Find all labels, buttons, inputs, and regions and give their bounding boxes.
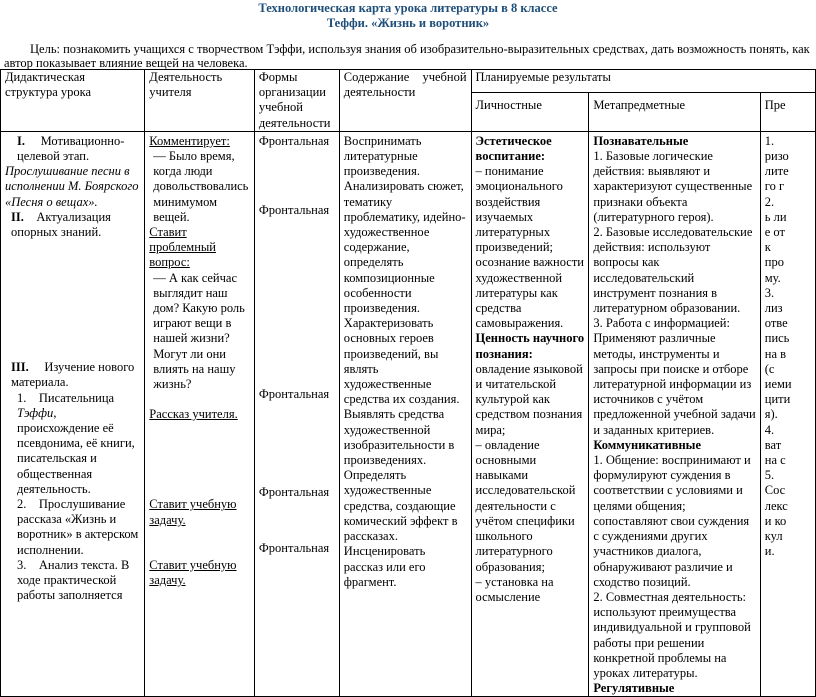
- subject-fragment: лекс: [764, 498, 788, 513]
- header-meta: Метапредметные: [589, 93, 760, 131]
- stage-3: III. Изучение нового материала.: [11, 360, 135, 390]
- stage-3-3: 3. Анализ текста. В ходе практической работы заполняется: [17, 557, 130, 603]
- meta-information: 3. Работа с информацией: Применяют различные методы, инструменты и запросы при поиске и отборе литературной информации из источников с учётом предложенной учебной задачи и заданных критериев.: [593, 316, 756, 437]
- teacher-cell: [145, 131, 255, 697]
- subject-fragment: я).: [764, 407, 778, 422]
- personal-aesthetic-heading: Эстетическое воспитание:: [475, 133, 552, 164]
- header-personal: Личностные: [471, 93, 589, 131]
- subject-fragment: на в: [764, 346, 787, 361]
- document-title: Технологическая карта урока литературы в 8 классе: [258, 1, 558, 15]
- teacher-story: Рассказ учителя.: [149, 407, 238, 422]
- subject-fragment: на с: [764, 453, 786, 468]
- form-3: Фронтальная: [258, 386, 330, 401]
- subject-fragment: и.: [764, 544, 775, 559]
- subject-fragment: и ко: [764, 513, 787, 528]
- header-teacher: Деятельность учителя: [145, 70, 255, 132]
- teacher-task-1: Ставит учебную задачу.: [149, 497, 237, 527]
- form-1: Фронтальная: [258, 133, 330, 148]
- personal-aesthetic-text: – понимание эмоционального воздействия изучаемых литературных произведений; осознание важности художественной литературы как средства самовыражения.: [475, 164, 584, 331]
- subject-fragment: му.: [764, 270, 781, 285]
- teacher-problem-question: ― А как сейчас выглядит наш дом? Какую роль играют вещи в нашей жизни? Могут ли они влиять на нашу жизнь?: [153, 270, 245, 392]
- subject-fragment: пись: [764, 331, 790, 346]
- meta-logic: 1. Базовые логические действия: выявляют и характеризуют существенные признаки объекта (литературного героя).: [593, 149, 753, 224]
- goal-line-2: автор показывает влияние вещей на человека.: [4, 56, 248, 70]
- header-results: Планируемые результаты: [471, 70, 815, 93]
- subject-fragment: лиз: [764, 301, 783, 316]
- meta-cognitive-heading: Познавательные: [593, 133, 689, 148]
- subject-fragment: цити: [764, 392, 791, 407]
- teacher-comment: ― Было время, когда люди довольствовались минимумом вещей.: [153, 149, 249, 224]
- subject-fragment: (с: [764, 361, 775, 376]
- stage-3-1: 1. Писательница Тэффи, происхождение её псевдонима, её книги, писательская и общественная деятельность.: [17, 390, 135, 496]
- header-forms: Формы организации учебной деятельности: [254, 70, 339, 132]
- subject-fragment: лите: [764, 164, 789, 179]
- meta-communication: 1. Общение: воспринимают и формулируют суждения в соответствии с условиями и целями общения; сопоставляют свои суждения с суждениями других участников диалога, обнаруживают различие и сходство позиций.: [593, 453, 751, 589]
- header-structure: Дидактическая структура урока: [1, 70, 145, 132]
- forms-cell: [254, 131, 339, 697]
- lesson-map-table: [0, 69, 816, 697]
- personal-science-text: овладение языковой и читательской культурой как средством познания мира;: [475, 361, 583, 437]
- meta-cell: [589, 131, 760, 697]
- subject-cell: [760, 131, 815, 697]
- content-text: Воспринимать литературные произведения. Анализировать сюжет, тематику проблематику, идейно-художественное содержание, определять композиционные особенности произведения. Характеризовать основных героев произведений, вы являть художественные средства их создания. Выявлять средства художественной изобразительности в произведениях. Определять художественные средства, создающие комический эффект в рассказах. Инсценировать рассказ или его фрагмент.: [343, 133, 466, 589]
- personal-cell: [471, 131, 589, 697]
- personal-reflection-text: – установка на осмысление: [475, 574, 554, 604]
- subject-fragment: 3.: [764, 285, 775, 300]
- stage-1-song: Прослушивание песни в исполнении М. Боярского «Песня о вещах».: [5, 164, 139, 209]
- stage-1: I. Мотивационно-целевой этап.: [17, 133, 125, 164]
- subject-fragment: го г: [764, 179, 785, 194]
- structure-cell: [1, 131, 145, 697]
- meta-cooperation: 2. Совместная деятельность: используют преимущества индивидуальной и групповой работы при решении конкретной проблемы на уроках литературы.: [593, 589, 751, 680]
- subject-fragment: 1.: [764, 133, 775, 148]
- subject-fragment: к: [764, 240, 771, 255]
- meta-research: 2. Базовые исследовательские действия: используют вопросы как исследовательский инструмент познания в литературном образовании.: [593, 225, 753, 316]
- subject-fragment: кул: [764, 529, 783, 544]
- form-4: Фронтальная: [258, 484, 330, 499]
- subject-fragment: ь ли: [764, 209, 787, 224]
- subject-fragment: 5.: [764, 468, 775, 483]
- meta-regulative-heading: Регулятивные: [593, 681, 675, 696]
- header-content: Содержание учебной деятельности: [339, 70, 471, 132]
- subject-fragment: е от: [764, 225, 785, 240]
- stage-3-2: 2. Прослушивание рассказа «Жизнь и воротник» в актерском исполнении.: [17, 497, 139, 557]
- personal-science-heading: Ценность научного познания:: [475, 331, 585, 361]
- teacher-task-2: Ставит учебную задачу.: [149, 557, 237, 588]
- subject-fragment: отве: [764, 316, 788, 331]
- subject-fragment: 2.: [764, 194, 775, 209]
- teacher-comment-label: Комментирует:: [149, 133, 230, 148]
- teacher-problem-label: Ставит проблемный вопрос:: [149, 225, 216, 270]
- form-2: Фронтальная: [258, 202, 330, 217]
- lesson-goal: [4, 42, 816, 70]
- form-5: Фронтальная: [258, 540, 330, 555]
- subject-fragment: Сос: [764, 483, 786, 498]
- subject-fragment: иеми: [764, 377, 792, 392]
- header-subject: Пре: [760, 93, 815, 131]
- personal-research-text: – овладение основными навыками исследовательской деятельности с учётом специфики школьного литературного образования;: [475, 437, 576, 574]
- subject-fragment: ват: [764, 437, 782, 452]
- meta-communicative-heading: Коммуникативные: [593, 437, 701, 452]
- subject-fragment: про: [764, 255, 784, 270]
- document-subtitle: Теффи. «Жизнь и воротник»: [326, 16, 490, 30]
- subject-fragment: 4.: [764, 422, 775, 437]
- content-cell: [339, 131, 471, 697]
- stage-2: II. Актуализация опорных знаний.: [11, 209, 111, 240]
- goal-line-1: Цель: познакомить учащихся с творчеством Тэффи, используя знания об изобразительно-выразительных средствах, дать возможность понять, как: [30, 42, 810, 56]
- subject-fragment: ризо: [764, 149, 789, 164]
